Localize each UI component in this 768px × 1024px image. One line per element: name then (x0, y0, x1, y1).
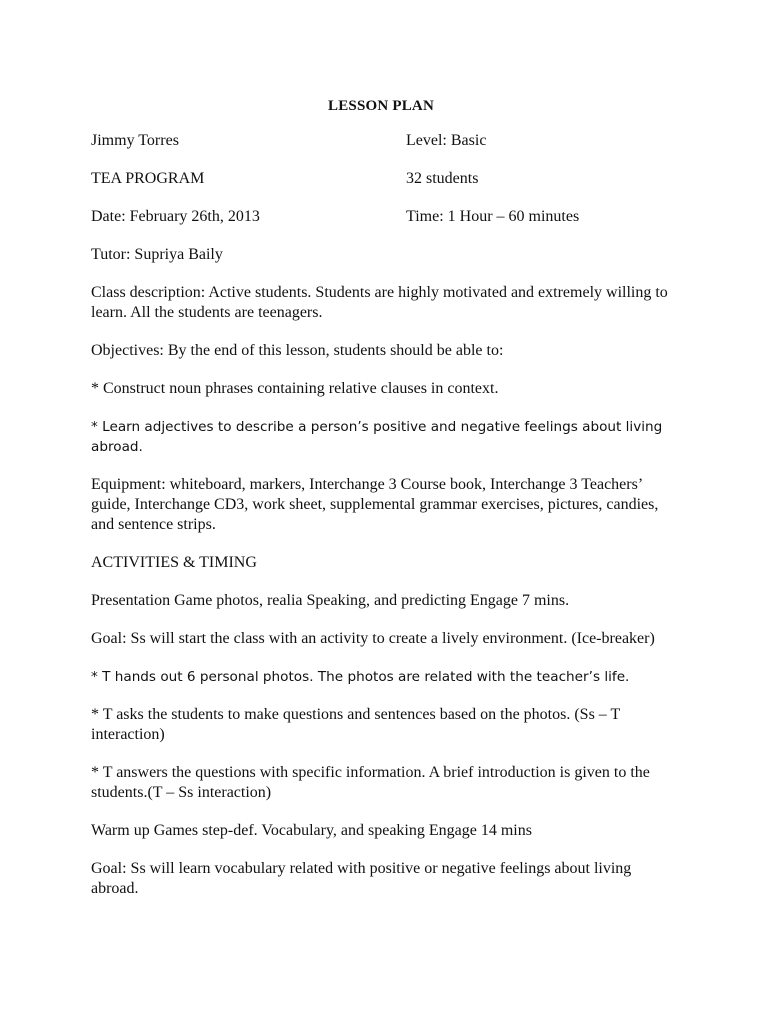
tutor-line: Tutor: Supriya Baily (91, 246, 223, 263)
teacher-name: Jimmy Torres (91, 132, 179, 149)
objectives-intro: Objectives: By the end of this lesson, students should be able to: (91, 342, 504, 359)
presentation-stage: Presentation Game photos, realia Speaking, and predicting Engage 7 mins. (91, 592, 570, 609)
procedure-step: * T hands out 6 personal photos. The photos are related with the teacher’s life. (91, 669, 630, 685)
document-page (91, 95, 671, 917)
objective-item: * Construct noun phrases containing relative clauses in context. (91, 380, 499, 397)
header-row (91, 169, 671, 189)
objective-item: * Learn adjectives to describe a person’s positive and negative feelings about living abroad. (91, 419, 663, 455)
activities-heading: ACTIVITIES & TIMING (91, 554, 257, 571)
class-description: Class description: Active students. Students are highly motivated and extremely willing to learn. All the students are teenagers. (91, 284, 668, 321)
equipment-list: Equipment: whiteboard, markers, Interchange 3 Course book, Interchange 3 Teachers’ guide, Interchange CD3, work sheet, supplemental grammar exercises, pictures, candies, and sentence strips. (91, 476, 659, 533)
warm-up-stage: Warm up Games step-def. Vocabulary, and speaking Engage 14 mins (91, 822, 532, 839)
goal-paragraph: Goal: Ss will learn vocabulary related with positive or negative feelings about living abroad. (91, 860, 632, 897)
level: Level: Basic (406, 132, 487, 149)
lesson-date: Date: February 26th, 2013 (91, 208, 260, 225)
program-name: TEA PROGRAM (91, 170, 205, 187)
lesson-time: Time: 1 Hour – 60 minutes (406, 208, 580, 225)
student-count: 32 students (406, 170, 479, 187)
header-row (91, 131, 671, 151)
goal-paragraph: Goal: Ss will start the class with an activity to create a lively environment. (Ice-breaker) (91, 630, 655, 647)
document-title: LESSON PLAN (328, 98, 434, 114)
procedure-step: * T answers the questions with specific information. A brief introduction is given to the students.(T – Ss interaction) (91, 764, 650, 801)
header-row (91, 207, 671, 227)
procedure-step: * T asks the students to make questions and sentences based on the photos. (Ss – T interaction) (91, 706, 620, 743)
